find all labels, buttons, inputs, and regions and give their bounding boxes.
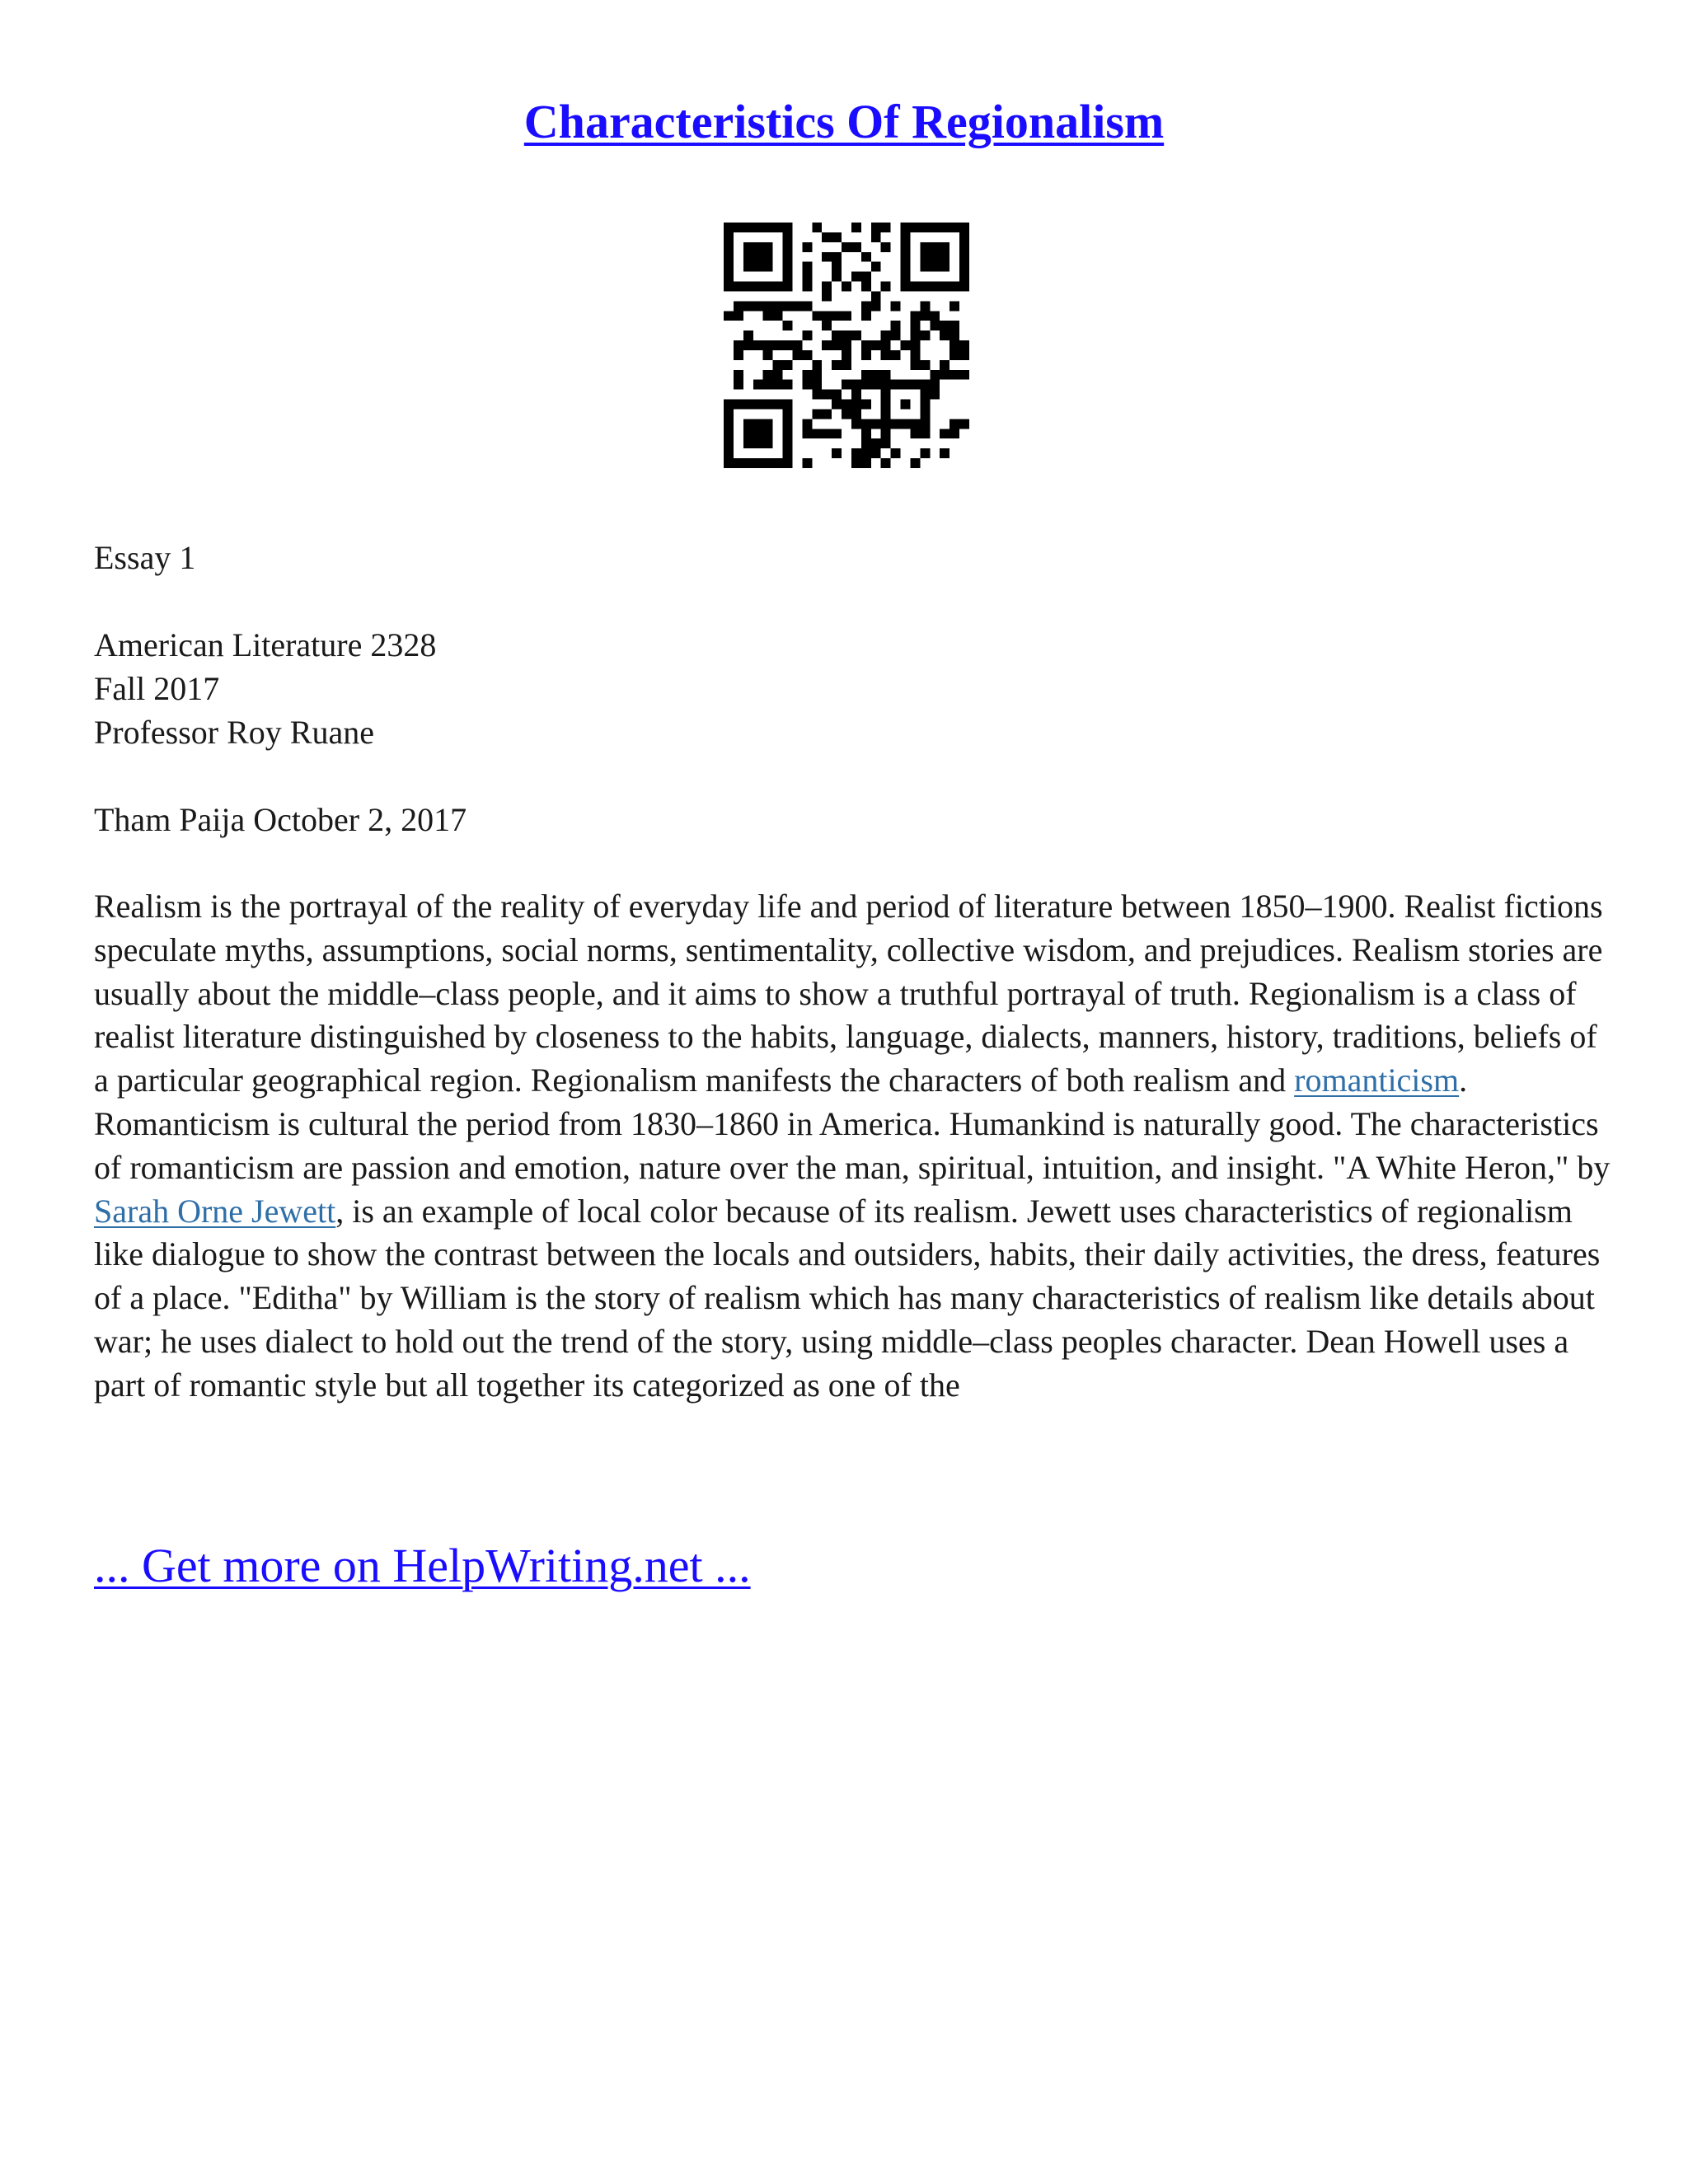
sarah-orne-jewett-link[interactable]: Sarah Orne Jewett <box>94 1192 336 1230</box>
course-term: Fall 2017 <box>94 670 220 707</box>
body-text-part-2: . Romanticism is cultural the period from 1830–1860 in America. Humankind is naturally good. The characteristics of romanticism are passion and emotion, nature over the man, spiritual, intuition, and insight. "A White Heron," by <box>94 1062 1611 1186</box>
course-info <box>94 623 436 754</box>
get-more-block <box>94 1533 751 1599</box>
course-name: American Literature 2328 <box>94 626 437 663</box>
author-date-line: Tham Paija October 2, 2017 <box>94 801 467 838</box>
essay-body <box>94 885 1611 1408</box>
romanticism-link[interactable]: romanticism <box>1294 1062 1460 1099</box>
body-text-part-1: Realism is the portrayal of the reality of everyday life and period of literature between 1850–1900. Realist fictions speculate myths, assumptions, social norms, sentimentality, collective wisdom, and prejudices. Realism stories are usually about the middle–class people, and it aims to show a truthful portrayal of truth. Regionalism is a class of realist literature distinguished by closeness to the habits, language, dialects, manners, history, traditions, beliefs of a particular geographical region. Regionalism manifests the characters of both realism and <box>94 888 1603 1099</box>
course-professor: Professor Roy Ruane <box>94 714 374 751</box>
title-link[interactable]: Characteristics Of Regionalism <box>523 95 1165 148</box>
qr-code-icon <box>724 223 969 468</box>
essay-label-block <box>94 536 195 579</box>
author-block <box>94 798 467 841</box>
page-title <box>0 89 1688 155</box>
get-more-link[interactable]: ... Get more on HelpWriting.net ... <box>94 1539 751 1592</box>
body-text-part-3: , is an example of local color because of its realism. Jewett uses characteristics of regionalism like dialogue to show the contrast between the locals and outsiders, habits, their daily activities, the dress, features of a place. "Editha" by William is the story of realism which has many characteristics of realism like details about war; he uses dialect to hold out the trend of the story, using middle–class peoples character. Dean Howell uses a part of romantic style but all together its categorized as one of the <box>94 1192 1601 1404</box>
essay-label: Essay 1 <box>94 539 196 576</box>
